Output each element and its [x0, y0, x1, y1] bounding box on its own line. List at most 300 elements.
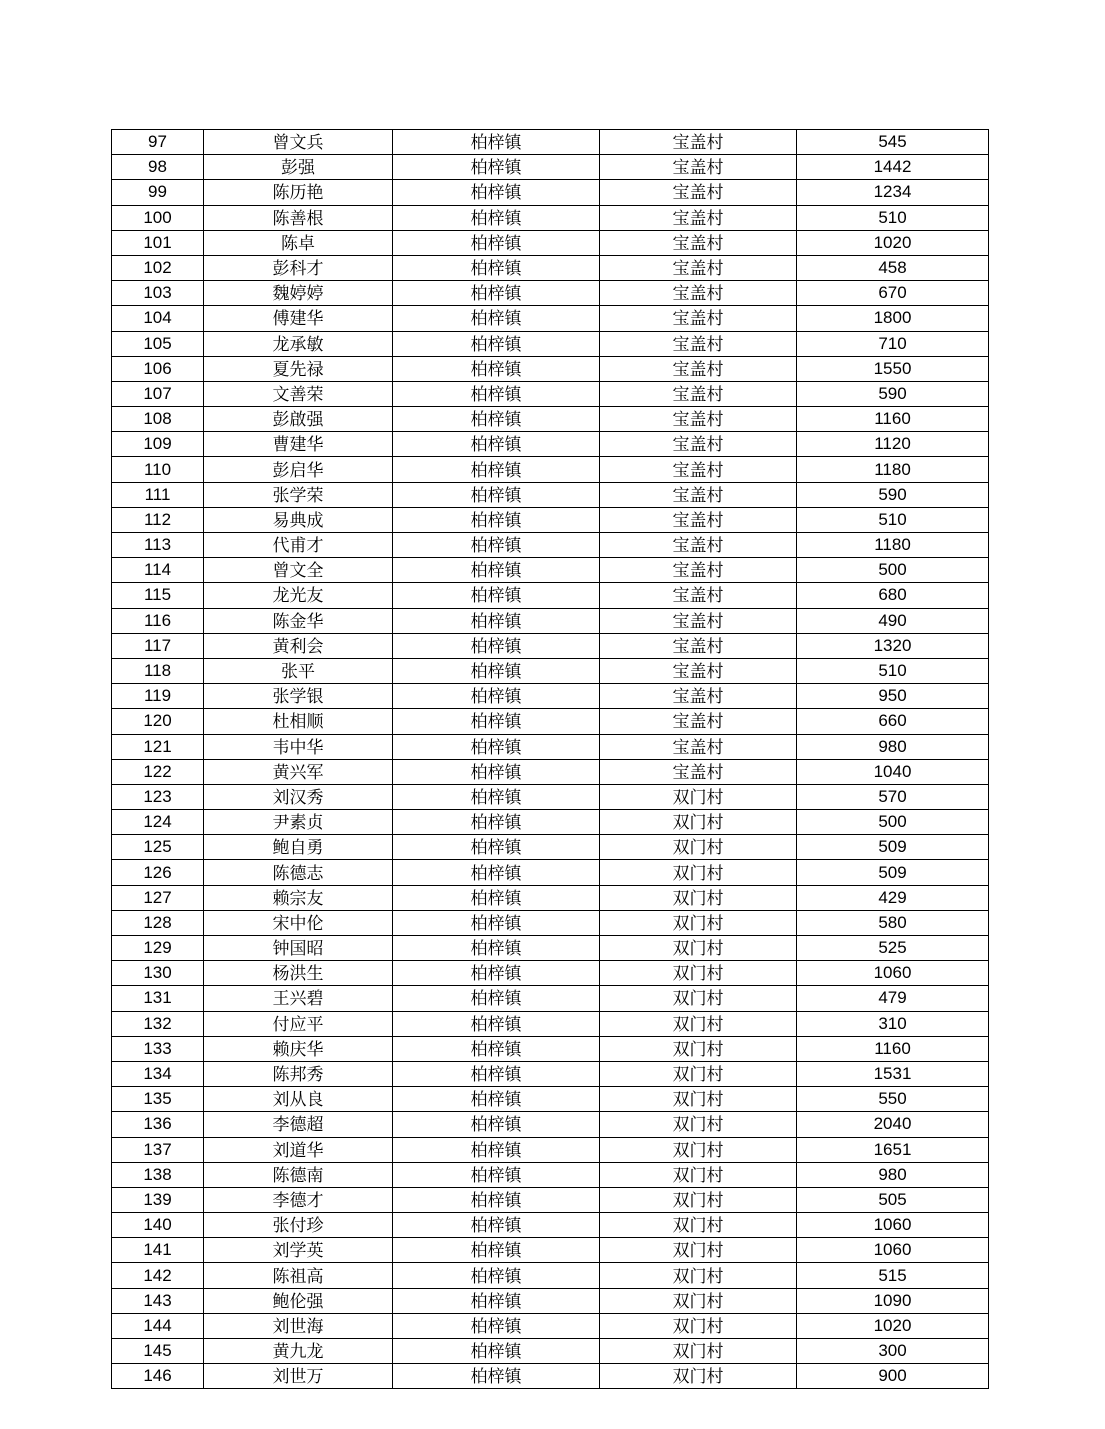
table-row [112, 759, 989, 784]
name-cell: 宋中伦 [204, 910, 393, 935]
table-row [112, 810, 989, 835]
town-cell: 柏梓镇 [393, 658, 600, 683]
town-cell: 柏梓镇 [393, 205, 600, 230]
row-number-cell: 134 [112, 1061, 204, 1086]
name-cell: 易典成 [204, 507, 393, 532]
name-cell: 黄九龙 [204, 1339, 393, 1364]
name-cell: 黄利会 [204, 633, 393, 658]
town-cell: 柏梓镇 [393, 885, 600, 910]
table-row [112, 1213, 989, 1238]
town-cell: 柏梓镇 [393, 1364, 600, 1389]
row-number-cell: 112 [112, 507, 204, 532]
amount-cell: 1040 [797, 759, 989, 784]
row-number-cell: 135 [112, 1087, 204, 1112]
table-row [112, 130, 989, 155]
amount-cell: 590 [797, 482, 989, 507]
table-row [112, 331, 989, 356]
town-cell: 柏梓镇 [393, 608, 600, 633]
village-cell: 双门村 [600, 961, 797, 986]
amount-cell: 590 [797, 381, 989, 406]
name-cell: 刘世万 [204, 1364, 393, 1389]
town-cell: 柏梓镇 [393, 1263, 600, 1288]
town-cell: 柏梓镇 [393, 1036, 600, 1061]
amount-cell: 1800 [797, 306, 989, 331]
name-cell: 曾文全 [204, 558, 393, 583]
name-cell: 陈善根 [204, 205, 393, 230]
row-number-cell: 113 [112, 533, 204, 558]
row-number-cell: 107 [112, 381, 204, 406]
amount-cell: 1020 [797, 230, 989, 255]
village-cell: 双门村 [600, 986, 797, 1011]
amount-cell: 310 [797, 1011, 989, 1036]
amount-cell: 2040 [797, 1112, 989, 1137]
row-number-cell: 130 [112, 961, 204, 986]
name-cell: 龙承敏 [204, 331, 393, 356]
table-row [112, 1187, 989, 1212]
row-number-cell: 137 [112, 1137, 204, 1162]
table-row [112, 1162, 989, 1187]
town-cell: 柏梓镇 [393, 583, 600, 608]
name-cell: 傅建华 [204, 306, 393, 331]
table-row [112, 507, 989, 532]
amount-cell: 509 [797, 860, 989, 885]
row-number-cell: 136 [112, 1112, 204, 1137]
amount-cell: 570 [797, 784, 989, 809]
name-cell: 李德超 [204, 1112, 393, 1137]
amount-cell: 680 [797, 583, 989, 608]
village-cell: 宝盖村 [600, 457, 797, 482]
town-cell: 柏梓镇 [393, 306, 600, 331]
amount-cell: 1550 [797, 356, 989, 381]
row-number-cell: 110 [112, 457, 204, 482]
amount-cell: 510 [797, 507, 989, 532]
table-row [112, 1238, 989, 1263]
name-cell: 陈德志 [204, 860, 393, 885]
row-number-cell: 138 [112, 1162, 204, 1187]
village-cell: 宝盖村 [600, 482, 797, 507]
amount-cell: 1531 [797, 1061, 989, 1086]
town-cell: 柏梓镇 [393, 633, 600, 658]
table-row [112, 482, 989, 507]
name-cell: 陈德南 [204, 1162, 393, 1187]
town-cell: 柏梓镇 [393, 558, 600, 583]
table-row [112, 1087, 989, 1112]
row-number-cell: 144 [112, 1313, 204, 1338]
amount-cell: 670 [797, 281, 989, 306]
row-number-cell: 101 [112, 230, 204, 255]
amount-cell: 300 [797, 1339, 989, 1364]
name-cell: 张学银 [204, 684, 393, 709]
table-row [112, 1263, 989, 1288]
row-number-cell: 106 [112, 356, 204, 381]
row-number-cell: 133 [112, 1036, 204, 1061]
village-cell: 双门村 [600, 1137, 797, 1162]
name-cell: 文善荣 [204, 381, 393, 406]
town-cell: 柏梓镇 [393, 180, 600, 205]
town-cell: 柏梓镇 [393, 684, 600, 709]
name-cell: 魏婷婷 [204, 281, 393, 306]
name-cell: 韦中华 [204, 734, 393, 759]
row-number-cell: 122 [112, 759, 204, 784]
name-cell: 张平 [204, 658, 393, 683]
amount-cell: 1020 [797, 1313, 989, 1338]
amount-cell: 490 [797, 608, 989, 633]
village-cell: 双门村 [600, 910, 797, 935]
table-row [112, 1364, 989, 1389]
amount-cell: 950 [797, 684, 989, 709]
table-row [112, 407, 989, 432]
table-row [112, 734, 989, 759]
name-cell: 夏先禄 [204, 356, 393, 381]
table-row [112, 180, 989, 205]
table-row [112, 1112, 989, 1137]
amount-cell: 1060 [797, 961, 989, 986]
town-cell: 柏梓镇 [393, 407, 600, 432]
amount-cell: 1060 [797, 1213, 989, 1238]
village-cell: 双门村 [600, 885, 797, 910]
village-cell: 宝盖村 [600, 633, 797, 658]
table-row [112, 558, 989, 583]
row-number-cell: 145 [112, 1339, 204, 1364]
amount-cell: 515 [797, 1263, 989, 1288]
name-cell: 黄兴军 [204, 759, 393, 784]
town-cell: 柏梓镇 [393, 910, 600, 935]
village-cell: 宝盖村 [600, 684, 797, 709]
name-cell: 刘汉秀 [204, 784, 393, 809]
town-cell: 柏梓镇 [393, 533, 600, 558]
town-cell: 柏梓镇 [393, 1339, 600, 1364]
name-cell: 彭科才 [204, 255, 393, 280]
village-cell: 双门村 [600, 835, 797, 860]
row-number-cell: 115 [112, 583, 204, 608]
row-number-cell: 99 [112, 180, 204, 205]
town-cell: 柏梓镇 [393, 155, 600, 180]
name-cell: 尹素贞 [204, 810, 393, 835]
table-row [112, 306, 989, 331]
row-number-cell: 127 [112, 885, 204, 910]
name-cell: 彭啟强 [204, 407, 393, 432]
village-cell: 双门村 [600, 1213, 797, 1238]
town-cell: 柏梓镇 [393, 1213, 600, 1238]
town-cell: 柏梓镇 [393, 381, 600, 406]
table-row [112, 432, 989, 457]
village-cell: 双门村 [600, 1061, 797, 1086]
town-cell: 柏梓镇 [393, 1087, 600, 1112]
village-cell: 双门村 [600, 1162, 797, 1187]
row-number-cell: 100 [112, 205, 204, 230]
amount-cell: 510 [797, 658, 989, 683]
name-cell: 钟国昭 [204, 936, 393, 961]
amount-cell: 1180 [797, 457, 989, 482]
town-cell: 柏梓镇 [393, 734, 600, 759]
row-number-cell: 105 [112, 331, 204, 356]
village-cell: 宝盖村 [600, 734, 797, 759]
amount-cell: 980 [797, 734, 989, 759]
village-cell: 宝盖村 [600, 306, 797, 331]
amount-cell: 1160 [797, 407, 989, 432]
village-cell: 双门村 [600, 1011, 797, 1036]
row-number-cell: 102 [112, 255, 204, 280]
table-row [112, 684, 989, 709]
town-cell: 柏梓镇 [393, 281, 600, 306]
village-cell: 双门村 [600, 810, 797, 835]
table-row [112, 835, 989, 860]
village-cell: 双门村 [600, 784, 797, 809]
table-row [112, 457, 989, 482]
row-number-cell: 104 [112, 306, 204, 331]
amount-cell: 509 [797, 835, 989, 860]
town-cell: 柏梓镇 [393, 709, 600, 734]
table-row [112, 709, 989, 734]
row-number-cell: 141 [112, 1238, 204, 1263]
village-cell: 双门村 [600, 1313, 797, 1338]
town-cell: 柏梓镇 [393, 457, 600, 482]
town-cell: 柏梓镇 [393, 432, 600, 457]
amount-cell: 1090 [797, 1288, 989, 1313]
table-row [112, 961, 989, 986]
table-row [112, 658, 989, 683]
table-row [112, 633, 989, 658]
town-cell: 柏梓镇 [393, 482, 600, 507]
town-cell: 柏梓镇 [393, 759, 600, 784]
amount-cell: 525 [797, 936, 989, 961]
table-row [112, 255, 989, 280]
name-cell: 陈卓 [204, 230, 393, 255]
table-row [112, 1288, 989, 1313]
village-cell: 宝盖村 [600, 432, 797, 457]
name-cell: 刘世海 [204, 1313, 393, 1338]
row-number-cell: 103 [112, 281, 204, 306]
name-cell: 张付珍 [204, 1213, 393, 1238]
row-number-cell: 117 [112, 633, 204, 658]
town-cell: 柏梓镇 [393, 230, 600, 255]
amount-cell: 710 [797, 331, 989, 356]
town-cell: 柏梓镇 [393, 860, 600, 885]
village-cell: 双门村 [600, 1263, 797, 1288]
amount-cell: 505 [797, 1187, 989, 1212]
table-row [112, 986, 989, 1011]
name-cell: 龙光友 [204, 583, 393, 608]
town-cell: 柏梓镇 [393, 1162, 600, 1187]
row-number-cell: 125 [112, 835, 204, 860]
name-cell: 鲍伦强 [204, 1288, 393, 1313]
table-row [112, 356, 989, 381]
town-cell: 柏梓镇 [393, 356, 600, 381]
town-cell: 柏梓镇 [393, 936, 600, 961]
town-cell: 柏梓镇 [393, 835, 600, 860]
amount-cell: 580 [797, 910, 989, 935]
table-row [112, 1061, 989, 1086]
row-number-cell: 118 [112, 658, 204, 683]
town-cell: 柏梓镇 [393, 255, 600, 280]
amount-cell: 1060 [797, 1238, 989, 1263]
table-row [112, 1137, 989, 1162]
town-cell: 柏梓镇 [393, 784, 600, 809]
row-number-cell: 120 [112, 709, 204, 734]
name-cell: 赖庆华 [204, 1036, 393, 1061]
row-number-cell: 119 [112, 684, 204, 709]
amount-cell: 1651 [797, 1137, 989, 1162]
village-cell: 宝盖村 [600, 205, 797, 230]
amount-cell: 458 [797, 255, 989, 280]
row-number-cell: 142 [112, 1263, 204, 1288]
town-cell: 柏梓镇 [393, 1061, 600, 1086]
town-cell: 柏梓镇 [393, 961, 600, 986]
village-cell: 双门村 [600, 1238, 797, 1263]
table-row [112, 860, 989, 885]
town-cell: 柏梓镇 [393, 331, 600, 356]
amount-cell: 1320 [797, 633, 989, 658]
town-cell: 柏梓镇 [393, 1187, 600, 1212]
row-number-cell: 132 [112, 1011, 204, 1036]
table-row [112, 608, 989, 633]
town-cell: 柏梓镇 [393, 810, 600, 835]
town-cell: 柏梓镇 [393, 1288, 600, 1313]
amount-cell: 500 [797, 810, 989, 835]
amount-cell: 479 [797, 986, 989, 1011]
amount-cell: 1180 [797, 533, 989, 558]
row-number-cell: 97 [112, 130, 204, 155]
amount-cell: 660 [797, 709, 989, 734]
name-cell: 陈邦秀 [204, 1061, 393, 1086]
village-cell: 宝盖村 [600, 407, 797, 432]
name-cell: 王兴碧 [204, 986, 393, 1011]
village-cell: 宝盖村 [600, 230, 797, 255]
name-cell: 陈祖高 [204, 1263, 393, 1288]
village-cell: 宝盖村 [600, 558, 797, 583]
village-cell: 宝盖村 [600, 608, 797, 633]
amount-cell: 550 [797, 1087, 989, 1112]
town-cell: 柏梓镇 [393, 1313, 600, 1338]
village-cell: 双门村 [600, 1288, 797, 1313]
village-cell: 双门村 [600, 1187, 797, 1212]
table-row [112, 1011, 989, 1036]
village-cell: 宝盖村 [600, 709, 797, 734]
village-cell: 宝盖村 [600, 331, 797, 356]
name-cell: 刘道华 [204, 1137, 393, 1162]
town-cell: 柏梓镇 [393, 507, 600, 532]
amount-cell: 1234 [797, 180, 989, 205]
table-row [112, 533, 989, 558]
village-cell: 宝盖村 [600, 255, 797, 280]
amount-cell: 429 [797, 885, 989, 910]
name-cell: 李德才 [204, 1187, 393, 1212]
amount-cell: 545 [797, 130, 989, 155]
table-body [112, 130, 989, 1389]
name-cell: 鲍自勇 [204, 835, 393, 860]
name-cell: 刘学英 [204, 1238, 393, 1263]
amount-cell: 1442 [797, 155, 989, 180]
village-cell: 宝盖村 [600, 180, 797, 205]
name-cell: 彭启华 [204, 457, 393, 482]
table-row [112, 1339, 989, 1364]
row-number-cell: 98 [112, 155, 204, 180]
town-cell: 柏梓镇 [393, 1238, 600, 1263]
row-number-cell: 140 [112, 1213, 204, 1238]
row-number-cell: 123 [112, 784, 204, 809]
village-cell: 宝盖村 [600, 155, 797, 180]
name-cell: 代甫才 [204, 533, 393, 558]
name-cell: 陈历艳 [204, 180, 393, 205]
name-cell: 陈金华 [204, 608, 393, 633]
row-number-cell: 128 [112, 910, 204, 935]
table-row [112, 381, 989, 406]
row-number-cell: 126 [112, 860, 204, 885]
row-number-cell: 116 [112, 608, 204, 633]
row-number-cell: 124 [112, 810, 204, 835]
name-cell: 杨洪生 [204, 961, 393, 986]
village-cell: 双门村 [600, 1036, 797, 1061]
name-cell: 付应平 [204, 1011, 393, 1036]
row-number-cell: 111 [112, 482, 204, 507]
table-row [112, 1036, 989, 1061]
table-row [112, 885, 989, 910]
data-table [111, 129, 989, 1389]
name-cell: 曹建华 [204, 432, 393, 457]
name-cell: 张学荣 [204, 482, 393, 507]
village-cell: 宝盖村 [600, 658, 797, 683]
village-cell: 双门村 [600, 860, 797, 885]
amount-cell: 980 [797, 1162, 989, 1187]
town-cell: 柏梓镇 [393, 130, 600, 155]
village-cell: 宝盖村 [600, 507, 797, 532]
table-row [112, 936, 989, 961]
row-number-cell: 143 [112, 1288, 204, 1313]
row-number-cell: 121 [112, 734, 204, 759]
name-cell: 彭强 [204, 155, 393, 180]
table-row [112, 230, 989, 255]
village-cell: 双门村 [600, 1339, 797, 1364]
amount-cell: 1160 [797, 1036, 989, 1061]
table-row [112, 583, 989, 608]
village-cell: 宝盖村 [600, 381, 797, 406]
village-cell: 双门村 [600, 1112, 797, 1137]
table-row [112, 281, 989, 306]
row-number-cell: 139 [112, 1187, 204, 1212]
table-row [112, 1313, 989, 1338]
name-cell: 杜相顺 [204, 709, 393, 734]
row-number-cell: 109 [112, 432, 204, 457]
village-cell: 双门村 [600, 1087, 797, 1112]
row-number-cell: 146 [112, 1364, 204, 1389]
row-number-cell: 108 [112, 407, 204, 432]
town-cell: 柏梓镇 [393, 1011, 600, 1036]
name-cell: 曾文兵 [204, 130, 393, 155]
town-cell: 柏梓镇 [393, 1137, 600, 1162]
row-number-cell: 114 [112, 558, 204, 583]
village-cell: 双门村 [600, 1364, 797, 1389]
name-cell: 刘从良 [204, 1087, 393, 1112]
row-number-cell: 129 [112, 936, 204, 961]
village-cell: 宝盖村 [600, 281, 797, 306]
table-row [112, 784, 989, 809]
village-cell: 宝盖村 [600, 356, 797, 381]
amount-cell: 900 [797, 1364, 989, 1389]
amount-cell: 500 [797, 558, 989, 583]
table-row [112, 205, 989, 230]
amount-cell: 510 [797, 205, 989, 230]
table-row [112, 155, 989, 180]
village-cell: 宝盖村 [600, 759, 797, 784]
village-cell: 宝盖村 [600, 130, 797, 155]
name-cell: 赖宗友 [204, 885, 393, 910]
village-cell: 双门村 [600, 936, 797, 961]
amount-cell: 1120 [797, 432, 989, 457]
table-row [112, 910, 989, 935]
town-cell: 柏梓镇 [393, 986, 600, 1011]
row-number-cell: 131 [112, 986, 204, 1011]
village-cell: 宝盖村 [600, 533, 797, 558]
